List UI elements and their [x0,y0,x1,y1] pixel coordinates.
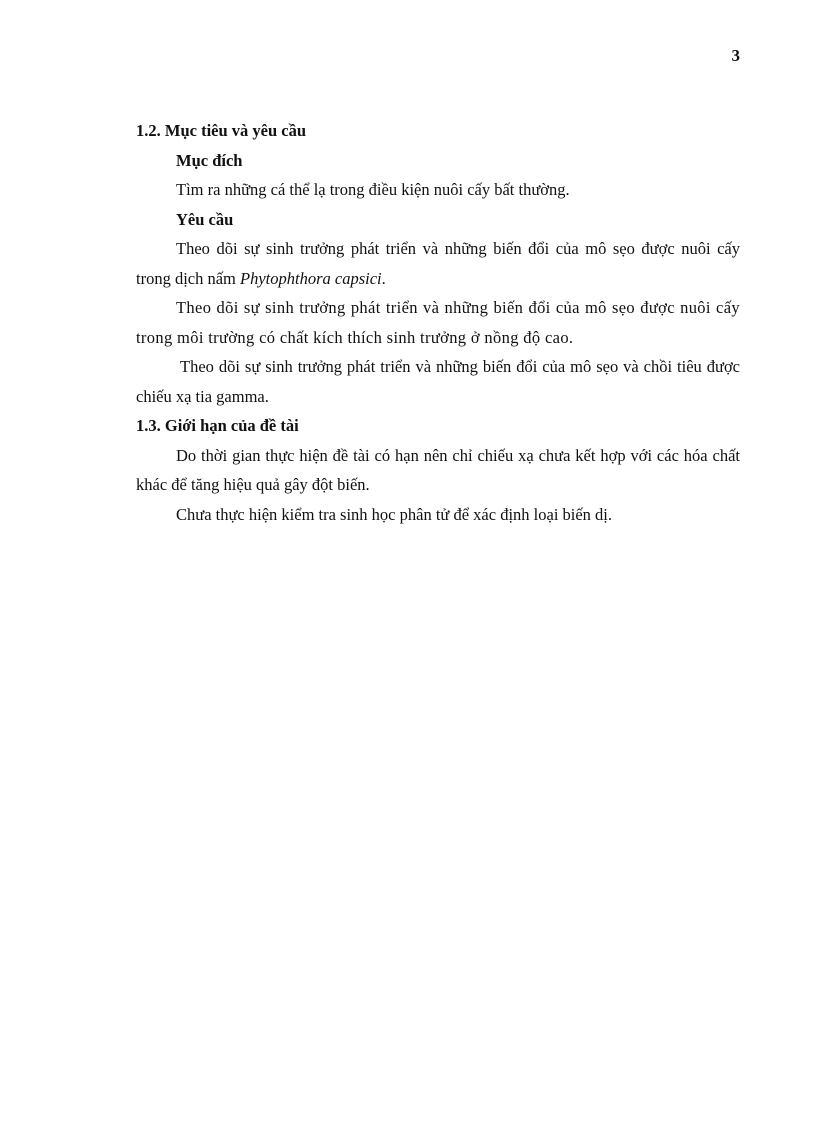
section-heading-1-3: 1.3. Giới hạn của đề tài [136,416,299,435]
requirement-1-end: . [381,268,386,288]
document-body [136,116,740,529]
purpose-paragraph: Tìm ra những cá thể lạ trong điều kiện nuôi cấy bất thường. [176,180,570,199]
requirements-heading: Yêu cầu [176,209,234,229]
section-heading-1-2: 1.2. Mục tiêu và yêu cầu [136,121,307,140]
page-number: 3 [731,46,740,65]
requirement-paragraph-3: Theo dõi sự sinh trưởng phát triển và những biến đổi của mô sẹo và chồi tiêu được chiếu xạ tia gamma. [136,357,740,406]
purpose-heading: Mục đích [176,150,243,170]
requirement-1-text: Theo dõi sự sinh trưởng phát triển và những biến đổi của mô sẹo được nuôi cấy trong dịch nấm [136,239,740,288]
species-name: Phytophthora capsici [240,268,382,288]
requirement-paragraph-2: Theo dõi sự sinh trưởng phát triển và những biến đổi của mô sẹo được nuôi cấy trong môi trường có chất kích thích sinh trưởng ở nồng độ cao. [136,298,740,347]
limitation-paragraph-1: Do thời gian thực hiện đề tài có hạn nên chỉ chiếu xạ chưa kết hợp với các hóa chất khác để tăng hiệu quả gây đột biến. [136,445,740,494]
limitation-paragraph-2: Chưa thực hiện kiểm tra sinh học phân tử để xác định loại biến dị. [176,504,613,524]
requirement-paragraph-1 [136,234,740,293]
